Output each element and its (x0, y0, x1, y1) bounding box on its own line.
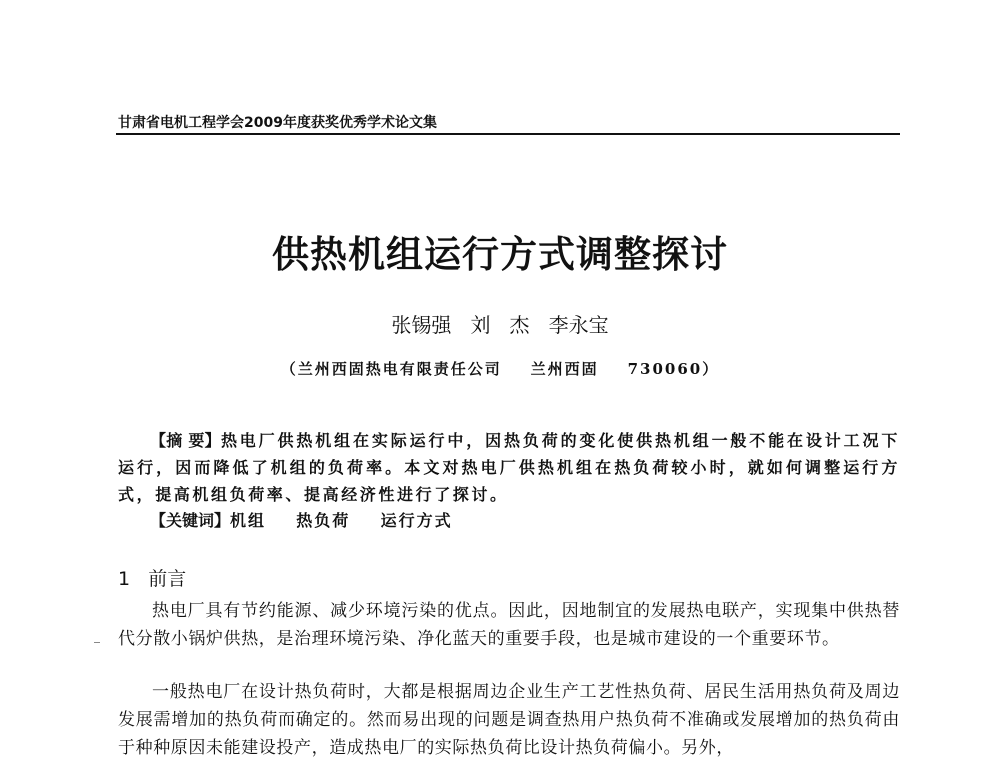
abstract-label: 【摘 要】 (150, 431, 221, 450)
abstract (118, 427, 900, 508)
author-list: 张锡强 刘 杰 李永宝 (391, 313, 609, 337)
section-heading: 1 前言 (118, 568, 187, 590)
paper-title: 供热机组运行方式调整探讨 (272, 232, 728, 276)
keywords-text: 机组 热负荷 运行方式 (230, 511, 453, 530)
keywords (150, 508, 453, 531)
header-rule (116, 133, 900, 135)
keywords-label: 【关键词】 (150, 511, 231, 530)
body-paragraph: 热电厂具有节约能源、减少环境污染的优点。因此，因地制宜的发展热电联产，实现集中供热替代分散小锅炉供热，是治理环境污染、净化蓝天的重要手段，也是城市建设的一个重要环节。 (118, 601, 900, 649)
affiliation: （兰州西固热电有限责任公司 兰州西固 730060） (280, 360, 720, 378)
running-header: 甘肃省电机工程学会2009年度获奖优秀学术论文集 (118, 115, 437, 131)
body-paragraph: 一般热电厂在设计热负荷时，大都是根据周边企业生产工艺性热负荷、居民生活用热负荷及周边发展需增加的热负荷而确定的。然而易出现的问题是调查热用户热负荷不准确或发展增加的热负荷由于种种原因未能建设投产，造成热电厂的实际热负荷比设计热负荷偏小。另外， (118, 682, 900, 758)
abstract-text: 热电厂供热机组在实际运行中，因热负荷的变化使供热机组一般不能在设计工况下运行，因而降低了机组的负荷率。本文对热电厂供热机组在热负荷较小时，就如何调整运行方式，提高机组负荷率、提高经济性进行了探讨。 (118, 431, 900, 504)
margin-mark (94, 642, 100, 643)
